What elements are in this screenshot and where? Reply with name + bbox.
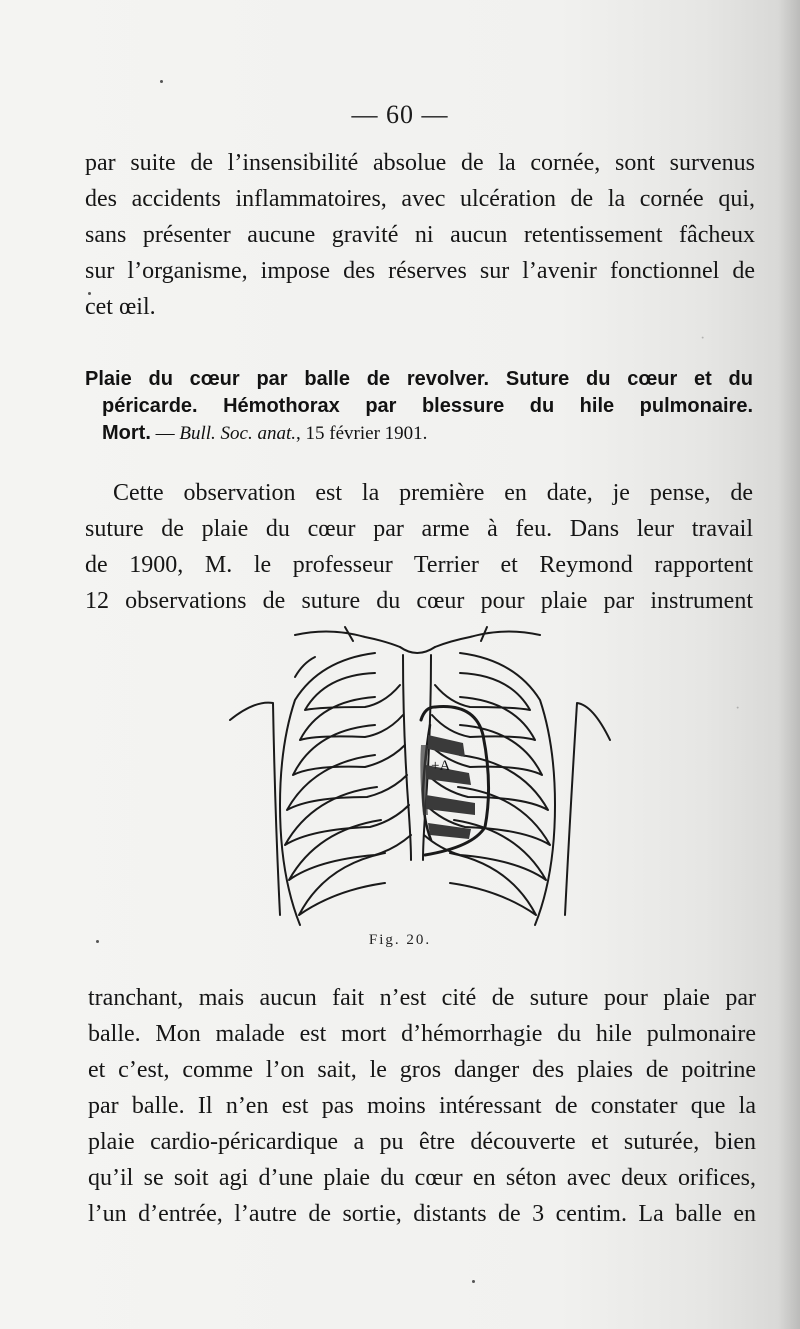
text-line: des accidents inflammatoires, avec ulcération de la cornée qui, bbox=[85, 186, 755, 212]
text-line: sans présenter aucune gravité ni aucun retentissement fâcheux bbox=[85, 222, 755, 248]
left-arm-outline bbox=[230, 703, 280, 915]
paragraph-2 bbox=[85, 475, 753, 619]
sternum-left-edge bbox=[403, 655, 411, 860]
speck bbox=[472, 1280, 475, 1283]
text-line: Cette observation est la première en date, je pense, de bbox=[113, 480, 753, 506]
heading-date: , 15 février 1901. bbox=[296, 423, 428, 444]
speck bbox=[160, 80, 163, 83]
text-line: 12 observations de suture du cœur pour plaie par instrument bbox=[85, 588, 753, 614]
text-line: par suite de l’insensibilité absolue de la cornée, sont survenus bbox=[85, 150, 755, 176]
right-arm-outline bbox=[565, 703, 610, 915]
figure-label-a: +A bbox=[431, 758, 451, 774]
right-clavicle bbox=[435, 631, 540, 647]
heading-line bbox=[85, 420, 753, 447]
text-line: tranchant, mais aucun fait n’est cité de suture pour plaie par bbox=[88, 985, 756, 1011]
bleed-through-mark: · bbox=[735, 700, 741, 717]
heading-dash: — bbox=[150, 423, 180, 444]
paragraph-1 bbox=[85, 145, 755, 325]
paragraph-3 bbox=[88, 980, 756, 1232]
text-line: suture de plaie du cœur par arme à feu. Dans leur travail bbox=[85, 516, 753, 542]
text-line: sur l’organisme, impose des réserves sur l’avenir fonctionnel de bbox=[85, 258, 755, 284]
text-line: et c’est, comme l’on sait, le gros danger des plaies de poitrine bbox=[88, 1057, 756, 1083]
text-line: balle. Mon malade est mort d’hémorrhagie du hile pulmonaire bbox=[88, 1021, 756, 1047]
text-line: de 1900, M. le professeur Terrier et Reymond rapportent bbox=[85, 552, 753, 578]
rib-cage-illustration bbox=[225, 615, 615, 940]
text-line: plaie cardio-péricardique a pu être découverte et suturée, bien bbox=[88, 1129, 756, 1155]
text-line: par balle. Il n’en est pas moins intéressant de constater que la bbox=[88, 1093, 756, 1119]
heading-line: Plaie du cœur par balle de revolver. Suture du cœur et du bbox=[85, 368, 753, 390]
text-line: l’un d’entrée, l’autre de sortie, distants de 3 centim. La balle en bbox=[88, 1201, 756, 1227]
section-heading bbox=[85, 366, 753, 447]
heading-mort: Mort. bbox=[102, 422, 151, 444]
page-number: — 60 — bbox=[351, 100, 449, 129]
bleed-through-mark: · bbox=[700, 330, 706, 347]
text-line: cet œil. bbox=[85, 294, 156, 320]
rib-cage-figure bbox=[225, 615, 615, 940]
journal-citation: Bull. Soc. anat. bbox=[179, 423, 297, 444]
text-line: qu’il se soit agi d’une plaie du cœur en séton avec deux orifices, bbox=[88, 1165, 756, 1191]
page-edge-shadow bbox=[778, 0, 800, 1329]
heading-source bbox=[179, 423, 296, 444]
figure-caption: Fig. 20. bbox=[368, 932, 432, 948]
heading-line: péricarde. Hémothorax par blessure du hile pulmonaire. bbox=[102, 395, 753, 417]
left-clavicle bbox=[295, 631, 400, 647]
